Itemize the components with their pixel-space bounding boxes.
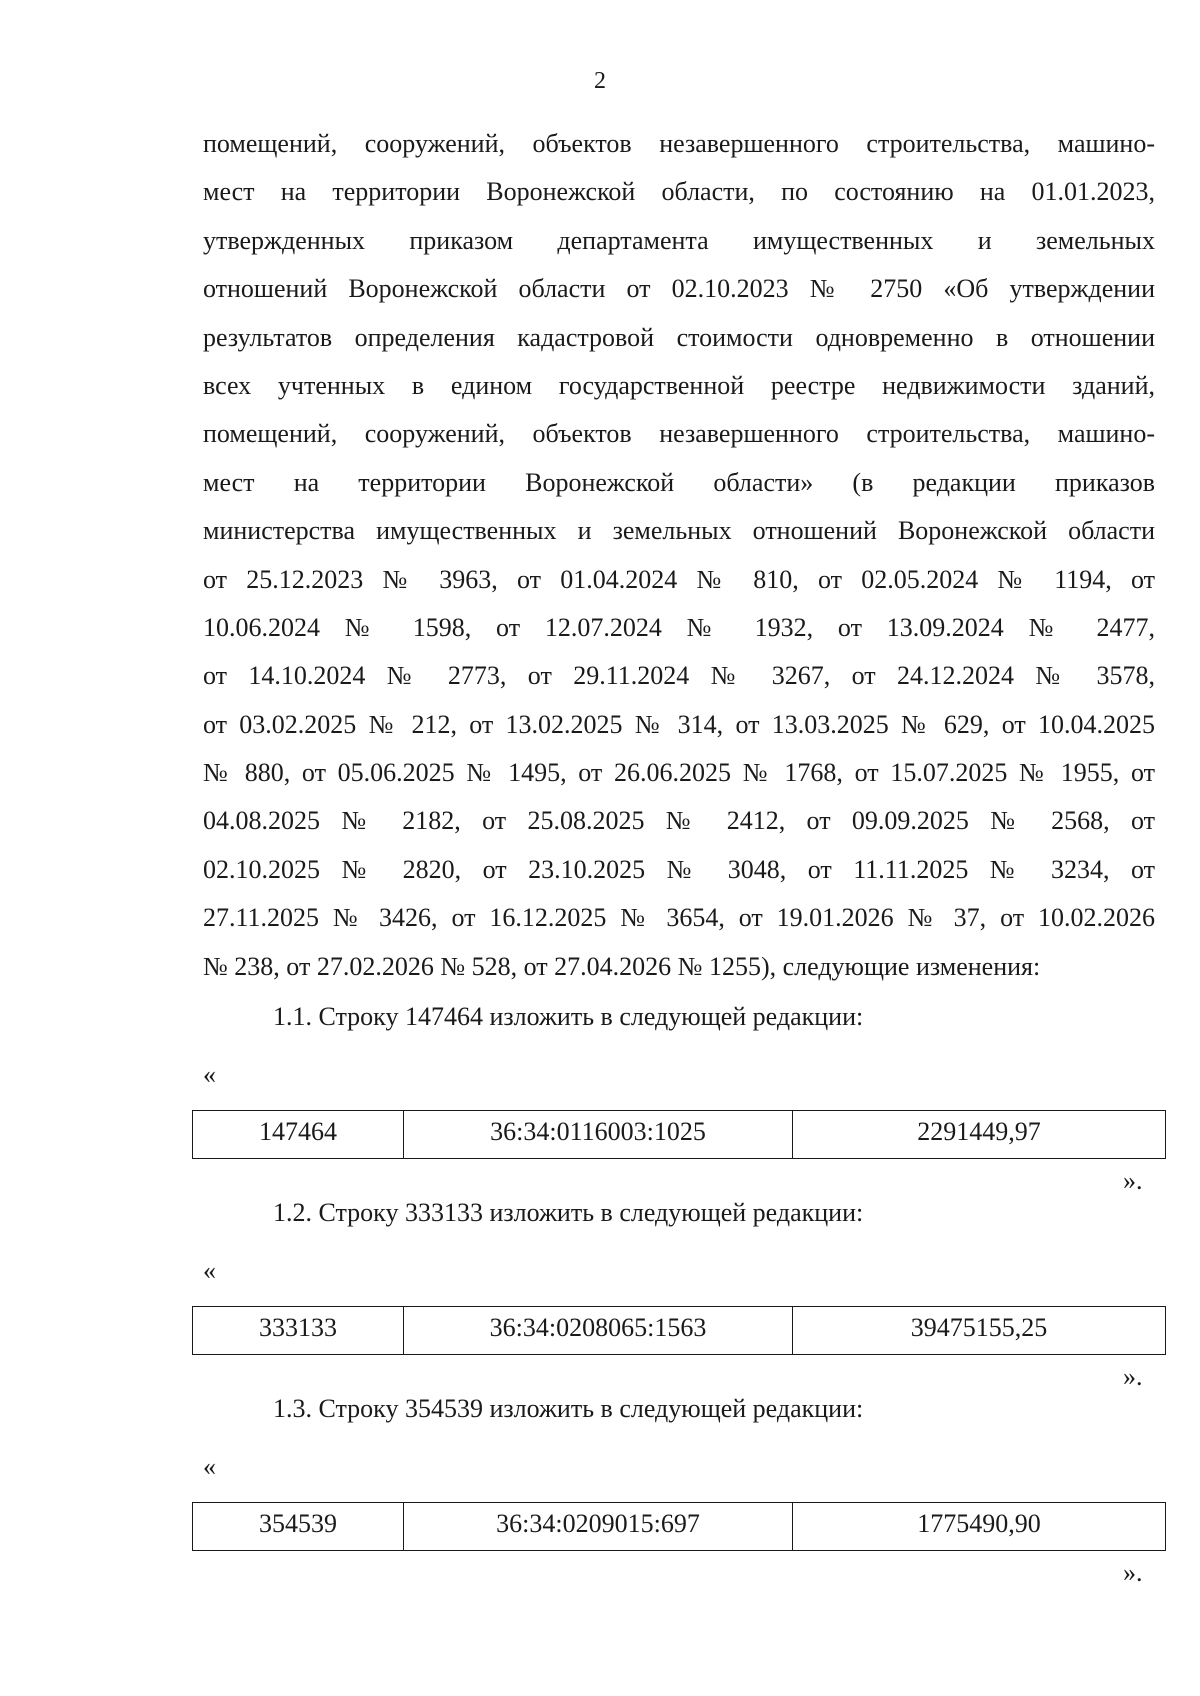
body-line: 02.10.2025 № 2820, от 23.10.2025 № 3048, от 11.11.2025 № 3234, от xyxy=(203,854,1155,884)
body-line: 04.08.2025 № 2182, от 25.08.2025 № 2412, от 09.09.2025 № 2568, от xyxy=(203,806,1155,836)
cadastral-value-cell: 2291449,97 xyxy=(793,1111,1166,1159)
cadastral-number-cell: 36:34:0208065:1563 xyxy=(404,1307,793,1355)
page-number: 2 xyxy=(594,68,606,94)
body-line: мест на территории Воронежской области» (в редакции приказов xyxy=(203,467,1155,497)
registry-row-table xyxy=(192,1306,1166,1355)
body-line: всех учтенных в едином государственной реестре недвижимости зданий, xyxy=(203,370,1155,400)
body-line: мест на территории Воронежской области, по состоянию на 01.01.2023, xyxy=(203,177,1155,207)
row-number-cell: 147464 xyxy=(193,1111,404,1159)
row-number-cell: 354539 xyxy=(193,1503,404,1551)
amendment-heading: 1.1. Строку 147464 изложить в следующей редакции: xyxy=(273,1002,864,1031)
table-row xyxy=(193,1307,1166,1355)
cadastral-value-cell: 1775490,90 xyxy=(793,1503,1166,1551)
body-line: от 14.10.2024 № 2773, от 29.11.2024 № 3267, от 24.12.2024 № 3578, xyxy=(203,661,1155,691)
body-line: утвержденных приказом департамента имущественных и земельных xyxy=(203,225,1155,255)
cadastral-number-cell: 36:34:0209015:697 xyxy=(404,1503,793,1551)
opening-quote: « xyxy=(203,1060,216,1089)
table-row xyxy=(193,1111,1166,1159)
body-line: помещений, сооружений, объектов незавершенного строительства, машино- xyxy=(203,419,1155,449)
registry-row-table xyxy=(192,1502,1166,1551)
body-line: № 880, от 05.06.2025 № 1495, от 26.06.2025 № 1768, от 15.07.2025 № 1955, от xyxy=(203,758,1155,788)
body-line: № 238, от 27.02.2026 № 528, от 27.04.2026 № 1255), следующие изменения: xyxy=(203,951,1041,981)
closing-quote: ». xyxy=(1123,1362,1143,1391)
closing-quote: ». xyxy=(1123,1558,1143,1587)
body-line: от 25.12.2023 № 3963, от 01.04.2024 № 810, от 02.05.2024 № 1194, от xyxy=(203,564,1155,594)
body-line: министерства имущественных и земельных отношений Воронежской области xyxy=(203,516,1155,546)
cadastral-number-cell: 36:34:0116003:1025 xyxy=(404,1111,793,1159)
body-line: от 03.02.2025 № 212, от 13.02.2025 № 314, от 13.03.2025 № 629, от 10.04.2025 xyxy=(203,709,1155,739)
body-paragraph xyxy=(203,120,1155,991)
registry-row-table xyxy=(192,1110,1166,1159)
amendment-heading: 1.2. Строку 333133 изложить в следующей редакции: xyxy=(273,1198,864,1227)
opening-quote: « xyxy=(203,1256,216,1285)
body-line: 10.06.2024 № 1598, от 12.07.2024 № 1932, от 13.09.2024 № 2477, xyxy=(203,612,1155,642)
row-number-cell: 333133 xyxy=(193,1307,404,1355)
closing-quote: ». xyxy=(1123,1166,1143,1195)
table-row xyxy=(193,1503,1166,1551)
body-line: результатов определения кадастровой стоимости одновременно в отношении xyxy=(203,322,1155,352)
body-line: отношений Воронежской области от 02.10.2023 № 2750 «Об утверждении xyxy=(203,274,1155,304)
body-line: помещений, сооружений, объектов незавершенного строительства, машино- xyxy=(203,129,1155,158)
body-line: 27.11.2025 № 3426, от 16.12.2025 № 3654, от 19.01.2026 № 37, от 10.02.2026 xyxy=(203,903,1155,933)
cadastral-value-cell: 39475155,25 xyxy=(793,1307,1166,1355)
opening-quote: « xyxy=(203,1452,216,1481)
amendment-heading: 1.3. Строку 354539 изложить в следующей редакции: xyxy=(273,1394,864,1423)
